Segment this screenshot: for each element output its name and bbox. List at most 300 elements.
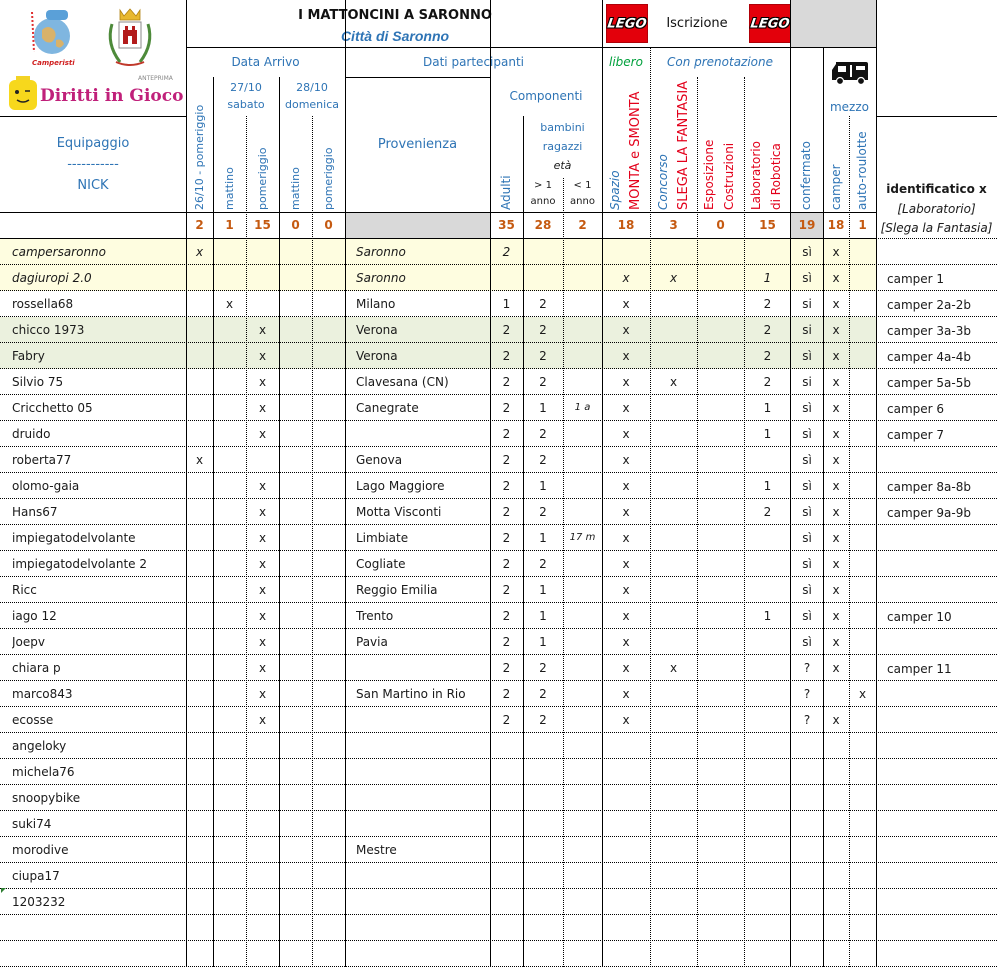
cell-prov[interactable] [356, 733, 490, 759]
nick-cell[interactable]: chiara p [12, 661, 61, 675]
cell-ident[interactable] [887, 683, 997, 707]
cell-lt1[interactable] [563, 733, 602, 759]
cell-auto[interactable] [849, 525, 876, 551]
cell-dm[interactable] [279, 447, 312, 473]
cell-dp[interactable] [312, 551, 345, 577]
cell-conf[interactable] [791, 785, 823, 811]
cell-gt1[interactable]: 2 [539, 557, 547, 571]
cell-sp[interactable]: x [258, 427, 267, 441]
cell-sm[interactable] [213, 525, 246, 551]
cell-auto[interactable] [849, 603, 876, 629]
cell-prov[interactable]: Saronno [356, 245, 406, 259]
cell-espo[interactable] [697, 629, 744, 655]
cell-ven[interactable] [186, 525, 213, 551]
cell-dp[interactable] [312, 785, 345, 811]
cell-monta[interactable] [602, 239, 650, 265]
cell-monta[interactable]: x [622, 661, 630, 675]
cell-espo[interactable] [697, 733, 744, 759]
cell-sm[interactable] [213, 915, 246, 941]
cell-ven[interactable] [186, 707, 213, 733]
nick-cell[interactable]: impiegatodelvolante 2 [12, 557, 147, 571]
cell-camper[interactable]: x [832, 245, 840, 259]
cell-sm[interactable] [213, 447, 246, 473]
cell-monta[interactable] [602, 811, 650, 837]
nick-cell[interactable]: morodive [12, 843, 69, 857]
cell-sm[interactable] [213, 707, 246, 733]
cell-sp[interactable] [246, 759, 279, 785]
cell-espo[interactable] [697, 239, 744, 265]
cell-slega[interactable] [650, 759, 697, 785]
cell-lt1[interactable] [563, 811, 602, 837]
cell-espo[interactable] [697, 603, 744, 629]
cell-sp[interactable]: x [258, 661, 267, 675]
cell-auto[interactable] [849, 915, 876, 941]
cell-gt1[interactable] [523, 941, 563, 967]
cell-dm[interactable] [279, 239, 312, 265]
cell-dm[interactable] [279, 681, 312, 707]
cell-prov[interactable] [356, 811, 490, 837]
cell-ident[interactable] [887, 891, 997, 915]
cell-camper[interactable]: x [832, 375, 840, 389]
cell-dm[interactable] [279, 655, 312, 681]
cell-conf[interactable]: ? [803, 687, 811, 701]
cell-ven[interactable] [186, 941, 213, 967]
cell-dm[interactable] [279, 499, 312, 525]
cell-espo[interactable] [697, 395, 744, 421]
cell-adulti[interactable] [490, 733, 523, 759]
cell-lab[interactable]: 1 [763, 609, 772, 623]
cell-slega[interactable] [650, 681, 697, 707]
cell-adulti[interactable]: 2 [502, 713, 511, 727]
cell-dm[interactable] [279, 421, 312, 447]
nick-cell[interactable]: druido [12, 427, 51, 441]
nick-cell[interactable]: marco843 [12, 687, 73, 701]
cell-slega[interactable] [650, 421, 697, 447]
cell-adulti[interactable]: 2 [502, 427, 511, 441]
cell-prov[interactable] [356, 785, 490, 811]
cell-dm[interactable] [279, 525, 312, 551]
cell-sp[interactable]: x [258, 401, 267, 415]
cell-dp[interactable] [312, 733, 345, 759]
cell-dp[interactable] [312, 473, 345, 499]
cell-ven[interactable] [186, 317, 213, 343]
cell-camper[interactable]: x [832, 297, 840, 311]
nick-cell[interactable]: Ricc [12, 583, 37, 597]
cell-sp[interactable] [246, 837, 279, 863]
cell-monta[interactable]: x [622, 271, 630, 285]
cell-lt1[interactable] [563, 603, 602, 629]
cell-adulti[interactable] [490, 785, 523, 811]
cell-adulti[interactable]: 2 [502, 453, 511, 467]
cell-gt1[interactable]: 2 [539, 323, 547, 337]
cell-conf[interactable]: sì [802, 479, 812, 493]
cell-sm[interactable] [213, 473, 246, 499]
cell-sp[interactable]: x [258, 687, 267, 701]
cell-ident[interactable]: camper 5a-5b [887, 376, 971, 390]
cell-sp[interactable]: x [258, 349, 267, 363]
cell-sm[interactable]: x [225, 297, 234, 311]
cell-lt1[interactable] [563, 239, 602, 265]
cell-ident[interactable] [887, 943, 997, 967]
cell-dp[interactable] [312, 265, 345, 291]
cell-conf[interactable]: sì [802, 453, 812, 467]
cell-sm[interactable] [213, 655, 246, 681]
cell-ven[interactable] [186, 577, 213, 603]
cell-lt1[interactable] [563, 707, 602, 733]
cell-auto[interactable] [849, 733, 876, 759]
cell-espo[interactable] [697, 421, 744, 447]
nick-cell[interactable]: angeloky [12, 739, 67, 753]
cell-slega[interactable] [650, 941, 697, 967]
cell-lt1[interactable] [563, 265, 602, 291]
cell-auto[interactable] [849, 395, 876, 421]
cell-ven[interactable] [186, 785, 213, 811]
cell-ven[interactable] [186, 733, 213, 759]
cell-sm[interactable] [213, 837, 246, 863]
cell-dp[interactable] [312, 863, 345, 889]
cell-sm[interactable] [213, 785, 246, 811]
cell-prov[interactable]: Genova [356, 453, 403, 467]
cell-adulti[interactable] [490, 941, 523, 967]
cell-gt1[interactable] [523, 837, 563, 863]
cell-conf[interactable]: sì [802, 427, 812, 441]
cell-adulti[interactable] [490, 915, 523, 941]
cell-conf[interactable] [791, 837, 823, 863]
cell-sm[interactable] [213, 317, 246, 343]
cell-conf[interactable] [791, 941, 823, 967]
nick-cell[interactable]: chicco 1973 [12, 323, 85, 337]
cell-lab[interactable] [744, 759, 791, 785]
cell-monta[interactable]: x [622, 297, 630, 311]
cell-espo[interactable] [697, 785, 744, 811]
cell-dp[interactable] [312, 681, 345, 707]
cell-conf[interactable]: sì [802, 271, 812, 285]
cell-ven[interactable] [186, 655, 213, 681]
cell-adulti[interactable] [490, 889, 523, 915]
cell-gt1[interactable] [523, 759, 563, 785]
cell-conf[interactable]: sì [802, 531, 812, 545]
cell-sm[interactable] [213, 369, 246, 395]
cell-prov[interactable] [356, 863, 490, 889]
cell-ven[interactable] [186, 603, 213, 629]
cell-slega[interactable] [650, 811, 697, 837]
cell-sp[interactable]: x [258, 375, 267, 389]
cell-adulti[interactable]: 2 [502, 375, 511, 389]
cell-dm[interactable] [279, 785, 312, 811]
cell-ident[interactable] [887, 709, 997, 733]
cell-prov[interactable]: Pavia [356, 635, 388, 649]
cell-prov[interactable]: Clavesana (CN) [356, 375, 449, 389]
cell-lab[interactable] [744, 889, 791, 915]
cell-conf[interactable]: sì [802, 557, 812, 571]
cell-adulti[interactable]: 2 [502, 349, 511, 363]
cell-dp[interactable] [312, 499, 345, 525]
cell-prov[interactable]: Verona [356, 349, 398, 363]
cell-gt1[interactable]: 2 [539, 661, 547, 675]
cell-ident[interactable] [887, 527, 997, 551]
cell-ident[interactable] [887, 917, 997, 941]
cell-lt1[interactable] [563, 473, 602, 499]
cell-adulti[interactable]: 2 [502, 635, 511, 649]
cell-dp[interactable] [312, 811, 345, 837]
cell-espo[interactable] [697, 447, 744, 473]
cell-sm[interactable] [213, 733, 246, 759]
cell-ven[interactable] [186, 499, 213, 525]
cell-sm[interactable] [213, 889, 246, 915]
cell-sm[interactable] [213, 265, 246, 291]
cell-gt1[interactable] [523, 915, 563, 941]
cell-dp[interactable] [312, 759, 345, 785]
cell-adulti[interactable]: 2 [502, 479, 511, 493]
cell-lt1[interactable] [563, 317, 602, 343]
cell-camper[interactable]: x [832, 635, 840, 649]
cell-lab[interactable] [744, 577, 791, 603]
cell-espo[interactable] [697, 837, 744, 863]
cell-espo[interactable] [697, 915, 744, 941]
cell-espo[interactable] [697, 889, 744, 915]
cell-sm[interactable] [213, 551, 246, 577]
cell-lt1[interactable] [563, 655, 602, 681]
nick-cell[interactable]: roberta77 [12, 453, 72, 467]
cell-monta[interactable] [602, 759, 650, 785]
cell-ident[interactable]: camper 8a-8b [887, 480, 971, 494]
cell-espo[interactable] [697, 759, 744, 785]
cell-monta[interactable]: x [622, 531, 630, 545]
cell-adulti[interactable] [490, 265, 523, 291]
cell-sp[interactable] [246, 863, 279, 889]
cell-dp[interactable] [312, 655, 345, 681]
cell-prov[interactable]: Motta Visconti [356, 505, 442, 519]
cell-lt1[interactable] [563, 577, 602, 603]
nick-cell[interactable]: rossella68 [12, 297, 74, 311]
cell-monta[interactable]: x [622, 453, 630, 467]
cell-lt1[interactable] [563, 499, 602, 525]
cell-lab[interactable] [744, 629, 791, 655]
cell-gt1[interactable]: 2 [539, 297, 547, 311]
cell-sp[interactable] [246, 239, 279, 265]
cell-ven[interactable] [186, 915, 213, 941]
cell-auto[interactable] [849, 499, 876, 525]
cell-lab[interactable] [744, 447, 791, 473]
cell-conf[interactable] [791, 733, 823, 759]
cell-prov[interactable]: Cogliate [356, 557, 406, 571]
cell-slega[interactable] [650, 551, 697, 577]
cell-sp[interactable]: x [258, 635, 267, 649]
cell-lt1[interactable] [563, 941, 602, 967]
cell-ident[interactable] [887, 553, 997, 577]
cell-camper[interactable]: x [832, 323, 840, 337]
cell-slega[interactable]: x [669, 375, 678, 389]
cell-gt1[interactable]: 2 [539, 349, 547, 363]
cell-conf[interactable] [791, 889, 823, 915]
cell-prov[interactable] [356, 889, 490, 915]
cell-gt1[interactable]: 2 [539, 453, 547, 467]
cell-auto[interactable] [849, 863, 876, 889]
cell-dm[interactable] [279, 551, 312, 577]
cell-ven[interactable] [186, 863, 213, 889]
cell-auto[interactable] [849, 447, 876, 473]
cell-dp[interactable] [312, 447, 345, 473]
cell-lt1[interactable] [563, 915, 602, 941]
nick-cell[interactable]: impiegatodelvolante [12, 531, 136, 545]
cell-ident[interactable] [887, 735, 997, 759]
cell-monta[interactable]: x [622, 635, 630, 649]
cell-lab[interactable] [744, 785, 791, 811]
cell-adulti[interactable]: 2 [502, 687, 511, 701]
cell-ven[interactable] [186, 291, 213, 317]
cell-sp[interactable]: x [258, 323, 267, 337]
cell-dm[interactable] [279, 603, 312, 629]
cell-sp[interactable]: x [258, 531, 267, 545]
cell-sp[interactable] [246, 785, 279, 811]
cell-sp[interactable]: x [258, 479, 267, 493]
cell-auto[interactable] [849, 811, 876, 837]
cell-espo[interactable] [697, 291, 744, 317]
cell-prov[interactable] [356, 759, 490, 785]
cell-ven[interactable] [186, 889, 213, 915]
nick-cell[interactable]: michela76 [12, 765, 75, 779]
cell-dm[interactable] [279, 941, 312, 967]
cell-monta[interactable]: x [622, 713, 630, 727]
cell-lt1[interactable] [563, 889, 602, 915]
cell-gt1[interactable]: 1 [539, 531, 547, 545]
cell-espo[interactable] [697, 811, 744, 837]
nick-cell[interactable] [12, 915, 186, 941]
cell-ident[interactable]: camper 11 [887, 662, 952, 676]
cell-ident[interactable]: camper 1 [887, 272, 945, 286]
cell-conf[interactable]: si [802, 297, 812, 311]
cell-auto[interactable] [849, 291, 876, 317]
cell-gt1[interactable] [523, 811, 563, 837]
cell-camper[interactable]: x [832, 531, 840, 545]
cell-lt1[interactable] [563, 837, 602, 863]
cell-lab[interactable] [744, 551, 791, 577]
cell-auto[interactable] [849, 889, 876, 915]
cell-sp[interactable]: x [258, 609, 267, 623]
cell-ident[interactable] [887, 241, 997, 265]
cell-ven[interactable] [186, 395, 213, 421]
cell-lab[interactable] [744, 525, 791, 551]
cell-slega[interactable]: x [669, 271, 678, 285]
cell-dp[interactable] [312, 317, 345, 343]
cell-monta[interactable] [602, 863, 650, 889]
cell-monta[interactable] [602, 837, 650, 863]
cell-slega[interactable] [650, 291, 697, 317]
cell-conf[interactable] [791, 915, 823, 941]
cell-lab[interactable]: 1 [763, 401, 772, 415]
cell-sp[interactable] [246, 941, 279, 967]
cell-slega[interactable] [650, 863, 697, 889]
cell-dm[interactable] [279, 707, 312, 733]
nick-cell[interactable]: ecosse [12, 713, 54, 727]
cell-prov[interactable]: Limbiate [356, 531, 409, 545]
cell-monta[interactable]: x [622, 375, 630, 389]
cell-conf[interactable]: sì [802, 401, 812, 415]
cell-monta[interactable]: x [622, 479, 630, 493]
cell-auto[interactable] [849, 317, 876, 343]
cell-lab[interactable] [744, 811, 791, 837]
cell-monta[interactable]: x [622, 583, 630, 597]
cell-auto[interactable] [849, 551, 876, 577]
cell-sm[interactable] [213, 941, 246, 967]
cell-camper[interactable]: x [832, 609, 840, 623]
cell-dm[interactable] [279, 915, 312, 941]
cell-monta[interactable] [602, 733, 650, 759]
cell-dp[interactable] [312, 629, 345, 655]
cell-sm[interactable] [213, 421, 246, 447]
cell-camper[interactable] [823, 811, 849, 837]
cell-auto[interactable]: x [858, 687, 867, 701]
cell-sp[interactable]: x [258, 557, 267, 571]
cell-conf[interactable]: sì [802, 505, 812, 519]
cell-adulti[interactable] [490, 863, 523, 889]
cell-lt1[interactable] [563, 785, 602, 811]
cell-monta[interactable] [602, 941, 650, 967]
cell-prov[interactable]: Mestre [356, 843, 397, 857]
cell-lab[interactable] [744, 863, 791, 889]
cell-ven[interactable] [186, 265, 213, 291]
cell-ident[interactable]: camper 7 [887, 428, 945, 442]
cell-prov[interactable] [356, 707, 490, 733]
cell-sm[interactable] [213, 681, 246, 707]
cell-conf[interactable]: si [802, 323, 812, 337]
cell-lab[interactable] [744, 239, 791, 265]
cell-auto[interactable] [849, 941, 876, 967]
cell-lt1[interactable]: 17 m [569, 532, 596, 543]
cell-dp[interactable] [312, 707, 345, 733]
nick-cell[interactable]: suki74 [12, 817, 52, 831]
cell-dm[interactable] [279, 811, 312, 837]
cell-dm[interactable] [279, 395, 312, 421]
cell-slega[interactable] [650, 447, 697, 473]
nick-cell[interactable]: ciupa17 [12, 869, 60, 883]
cell-adulti[interactable]: 2 [502, 557, 511, 571]
nick-cell[interactable]: Fabry [12, 349, 45, 363]
cell-sp[interactable]: x [258, 583, 267, 597]
cell-auto[interactable] [849, 785, 876, 811]
cell-camper[interactable] [823, 681, 849, 707]
nick-cell[interactable] [12, 941, 186, 967]
cell-ven[interactable] [186, 759, 213, 785]
cell-auto[interactable] [849, 369, 876, 395]
cell-lt1[interactable] [563, 421, 602, 447]
nick-cell[interactable]: Joepv [12, 635, 45, 649]
cell-conf[interactable]: sì [802, 635, 812, 649]
cell-slega[interactable] [650, 707, 697, 733]
cell-monta[interactable]: x [622, 323, 630, 337]
cell-gt1[interactable]: 2 [539, 713, 547, 727]
cell-lab[interactable] [744, 733, 791, 759]
cell-slega[interactable] [650, 473, 697, 499]
nick-cell[interactable]: iago 12 [12, 609, 57, 623]
cell-camper[interactable]: x [832, 505, 840, 519]
cell-ven[interactable] [186, 343, 213, 369]
cell-gt1[interactable]: 2 [539, 427, 547, 441]
cell-adulti[interactable]: 2 [502, 401, 511, 415]
cell-dp[interactable] [312, 239, 345, 265]
cell-conf[interactable]: ? [803, 713, 811, 727]
cell-conf[interactable]: sì [802, 245, 812, 259]
cell-lab[interactable]: 2 [763, 375, 772, 389]
cell-sm[interactable] [213, 577, 246, 603]
cell-auto[interactable] [849, 759, 876, 785]
cell-sp[interactable]: x [258, 505, 267, 519]
cell-espo[interactable] [697, 473, 744, 499]
cell-slega[interactable] [650, 837, 697, 863]
nick-cell[interactable]: Cricchetto 05 [12, 401, 93, 415]
cell-auto[interactable] [849, 577, 876, 603]
cell-gt1[interactable]: 2 [539, 375, 547, 389]
